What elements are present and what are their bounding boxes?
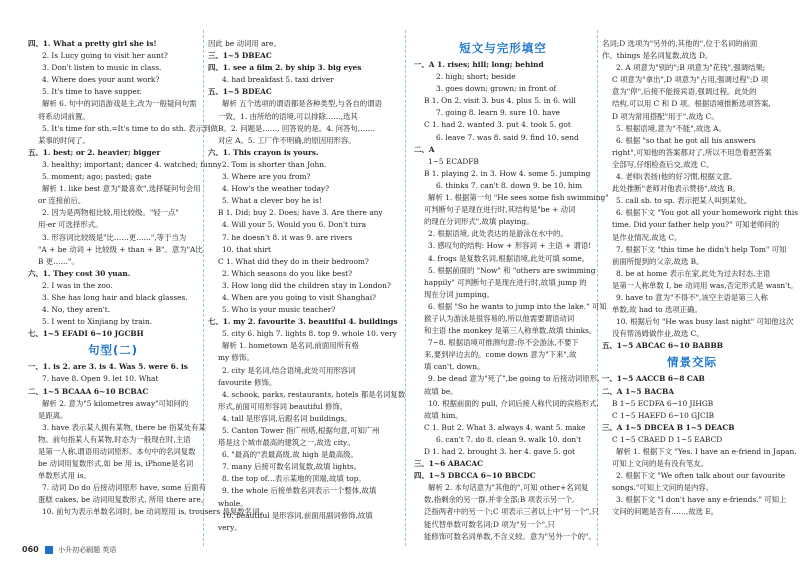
answer-line: C 1~5 HAEFD 6~10 GJCIB — [612, 410, 715, 420]
answer-line: 数,指剩余的另一群,并非全部;B 项表示另一个, — [424, 495, 575, 505]
answer-line: 4. 老师(表扬)他的好习惯,根据文意, — [616, 172, 732, 182]
answer-line: 解析 2. 意为"5 kilometres away"可知问的 — [42, 398, 189, 408]
answer-line: 是第一人称,谓语用动词原形。本句中的名词复数 — [38, 447, 196, 456]
answer-line: 七、1~5 EFADI 6~10 JGCBH — [28, 329, 144, 339]
answer-line: 8. the top of…表示某地的顶端,故填 top。 — [222, 474, 366, 484]
answer-line: 6. leave 7. was 8. said 9. find 10. send — [436, 132, 579, 142]
answer-line: 一致。1. 由所给的语境,可以排除……,选其 — [218, 111, 358, 121]
section-heading: 短文与完形填空 — [459, 41, 547, 55]
answer-line: 2. A 项意为"别的";B 项意为"花钱",强调结果; — [616, 63, 766, 73]
answer-line: 三、A 1~5 DBCEA B 1~5 DEACB — [602, 422, 735, 432]
answer-line: 10. 根据后句 "He was busy last night" 可知他这次 — [616, 317, 794, 327]
answer-line: 四、1. What a pretty girl she is! — [28, 39, 157, 48]
answer-line: 4. tall 是形容词,后跟名词 buildings。 — [222, 413, 352, 423]
answer-line: 6. "最高的"表最高级,故 high 是最高级。 — [222, 450, 358, 460]
column-divider-3 — [597, 30, 598, 546]
answer-line: 3. 形容词比较级是"比……更……",等于当为 — [42, 232, 187, 242]
answer-line: 四、1~5 DBCCA 6~10 BBCDC — [414, 471, 536, 481]
answer-line: 五、1~5 ABCAC 6~10 BABBB — [602, 341, 723, 351]
answer-line: 三、1~5 DBEAC — [208, 51, 272, 61]
answer-line: 6. 根据 "so that he got all his answers — [616, 135, 756, 145]
answer-line: 5. It's time for sth.=It's time to do sth. 表示到做 — [42, 123, 218, 133]
answer-line: 和主语 the monkey 是第三人称单数,故填 thinks。 — [424, 326, 597, 336]
answer-line: 蛋糕 cakes, be 动词用复数形式, 所用 there are。 — [38, 495, 209, 505]
answer-line: 3. She has long hair and black glasses. — [42, 292, 188, 302]
answer-line: 文问的问题是否有……,故选 E。 — [612, 507, 719, 517]
answer-line: 单数形式用 is。 — [38, 471, 91, 481]
answer-line: 3. Where are you from? — [222, 172, 311, 182]
answer-line: 结构,可以用 C 和 D 项。根据语境推断选项答案, — [612, 99, 771, 109]
answer-line: 对应 A。5. 工厂作不明确,的原因用形容。 — [218, 135, 356, 145]
answer-line: 此处推断"老师对他表示赞扬",故选 B。 — [612, 184, 740, 194]
answer-line: 将系动词前置。 — [38, 111, 90, 121]
answer-line: 作。things 是名词复数,故选 D。 — [602, 51, 713, 61]
answer-line: time. Did your father help you?" 可知老师问的 — [612, 220, 780, 230]
answer-line: 7. going 8. learn 9. sure 10. have — [436, 108, 560, 118]
answer-line: 10. 根据前面的 pull, 介词后接人称代词的宾格形式, — [428, 398, 599, 408]
answer-line: 2. I was in the zoo. — [42, 280, 113, 290]
answer-line: 填 can't, down。 — [424, 362, 485, 372]
answer-line: very。 — [218, 522, 242, 532]
answer-line: 10. that shirt — [222, 244, 271, 254]
answer-line: 一、1. is 2. are 3. is 4. Was 5. were 6. is — [28, 362, 188, 372]
answer-line: 2. Which seasons do you like best? — [222, 268, 353, 278]
answer-line: 10. 前句为表示单数名词时, be 动词原用 is, trousers 是复数名词, — [42, 507, 262, 517]
answer-line: D 项为常用搭配"用于",故选 C。 — [612, 111, 719, 121]
answer-line: 5. call sb. to sp. 表示把某人叫到某处。 — [616, 196, 752, 206]
answer-line: 六、1. They cost 30 yuan. — [28, 268, 131, 278]
answer-line: 七、1. my 2. favourite 3. beautiful 4. buildings — [208, 317, 398, 327]
answer-line: 解析 五个选项的谓语都是各种类型,与各自的谓语 — [222, 99, 382, 109]
column-divider-1 — [203, 30, 204, 546]
answer-line: 2. 根据下文 "We often talk about our favourite — [616, 471, 786, 481]
answer-line: right",可知他的答案都对了,所以不用急着把答案 — [612, 147, 772, 157]
page-number: 060 — [22, 545, 39, 554]
answer-line: 解析 1. like best 意为"最喜欢",选择疑问句会用 — [42, 184, 201, 194]
answer-line: 二、1~5 BCAAA 6~10 BCBAC — [28, 386, 149, 396]
answer-line: 5. Who is your music teacher? — [222, 305, 336, 315]
answer-column-2 — [208, 38, 406, 534]
answer-line: 物。前句指某人有某物,时态为一般现在时,主语 — [38, 434, 191, 444]
answer-line: 6. can't 7. do 8. clean 9. walk 10. don't — [436, 434, 582, 444]
answer-line: 5. moment; ago; pasted; gate — [42, 172, 152, 182]
answer-line: 2. Is Lucy going to visit her aunt? — [42, 51, 168, 61]
answer-line: C 1. But 2. What 3. always 4. want 5. make — [424, 422, 586, 432]
answer-line: 10. beautiful 是形容词,前面用副词修饰,故填 — [222, 510, 373, 520]
answer-line: 二、A 1~5 BACBA — [602, 386, 674, 396]
answer-line: favourite 修饰。 — [218, 377, 277, 387]
answer-line: 3. 感叹句的结构: How + 形容词 + 主语 + 谓语! — [428, 241, 592, 251]
answer-line: 7. have 8. Open 9. let 10. What — [42, 374, 159, 384]
answer-column-4 — [602, 38, 799, 519]
answer-line: 5. What a clever boy he is! — [222, 196, 322, 206]
answer-line: 解析 6. 句中的词语游戏是主,改为一般疑问句需 — [42, 99, 197, 109]
footer-mark-icon — [45, 546, 53, 554]
answer-line: 4. frogs 是复数名词,根据语境,此处可填 some。 — [428, 253, 590, 263]
answer-line: 能修饰可数名词单数,不含义较。意为"另外一个的"。 — [424, 531, 596, 541]
answer-line: 4. How's the weather today? — [222, 184, 330, 194]
answer-line: B 1. playing 2. in 3. How 4. some 5. jumping — [424, 168, 591, 178]
answer-line: songs."可知上文问的是内容。 — [612, 483, 714, 493]
answer-line: 二、A — [414, 144, 435, 154]
answer-line: 7. many 后接可数名词复数,故填 lights。 — [222, 462, 362, 472]
answer-line: 三、1~6 ABACAC — [414, 459, 484, 469]
answer-line: happily" 可判断句子是现在进行时,故填 jump 的 — [424, 277, 587, 287]
answer-line: 4. When are you going to visit Shanghai? — [222, 292, 377, 302]
answer-line: D 1. had 2. brought 3. her 4. gave 5. got — [424, 447, 576, 456]
answer-line: C 1. had 2. wanted 3. put 4. took 5. got — [424, 120, 571, 130]
page-footer — [22, 545, 116, 555]
answer-line: 六、1. This crayon is yours. — [208, 147, 319, 157]
answer-line: 5. Canton Tower 指广州塔,根据句意,可知广州 — [222, 426, 380, 435]
answer-line: or 连接前后。 — [38, 196, 86, 206]
answer-line: B 1. Did; buy 2. Does; have 3. Are there any — [218, 208, 383, 218]
answer-line: 7. 动词 Do do 后接动词原形 have, some 后面有 — [42, 483, 207, 493]
answer-line: 3. Don't listen to music in class. — [42, 63, 162, 73]
answer-line: 某事的时间了。 — [38, 135, 90, 145]
answer-line: 解析 1. 根据第一句 "He sees some fish swimming" — [428, 193, 609, 203]
answer-line: 名词;D 选项为"另外的,其他的",位于名词的前面 — [602, 39, 758, 48]
answer-line: 9. the whole 后接单数名词表示一个整体,故填 — [222, 486, 377, 496]
answer-line: 4. schook, parks, restaurants, hotels 都是名词复数 — [222, 389, 406, 399]
answer-column-3 — [414, 38, 609, 543]
answer-line: 解析 2. 本句话意为"其他的",可知 other+名词复 — [428, 483, 589, 493]
answer-line: 2. Tom is shorter than John. — [222, 159, 327, 169]
answer-line: 4. No, they aren't. — [42, 305, 111, 315]
answer-line: be 动词用复数形式,如 be 用 is, iPhone是名词 — [38, 459, 194, 469]
answer-line: 3. How long did the children stay in London? — [222, 280, 391, 290]
answer-line: 一、1~5 AACCB 6~8 CAB — [602, 374, 705, 384]
answer-line: 7~8. 根据语境可推测句意:你不会游泳,不要下 — [428, 338, 579, 348]
answer-line: 是距离。 — [38, 410, 68, 420]
answer-line: 6. 根据 "So he wants to jump into the lake." 可知 — [428, 301, 607, 311]
answer-line: 3. 根据下文 "I don't have any e-friends." 可知上 — [616, 495, 787, 505]
column-divider-2 — [405, 30, 406, 546]
answer-line: 单数,故 had to 选项正确。 — [612, 305, 702, 315]
answer-line: 5. city 6. high 7. lights 8. top 9. whole 10. very — [222, 329, 397, 339]
answer-line: 2. city 是名词,结合语境,此处可用形容词 — [222, 365, 356, 375]
answer-line: 是作业情况,故选 C。 — [612, 232, 682, 242]
answer-line: C 1. What did they do in their bedroom? — [218, 256, 369, 266]
answer-line: whole。 — [218, 498, 248, 508]
answer-line: 可判断句子是现在进行时,其结构是"be + 动词 — [424, 205, 576, 215]
answer-line: 来,要到岸边去的。come down 意为"下来",故 — [424, 350, 577, 360]
answer-line: 没有帮汤姆做作业,故选 C。 — [612, 329, 704, 339]
answer-line: 能代替单数可数名词;D 项为"另一个",只 — [424, 519, 555, 529]
answer-line: 塔是这个城市最高的建筑之一,故选 city。 — [218, 438, 355, 448]
answer-line: 解析 1. 根据下文 "Yes. I have an e-friend in Japan. — [616, 447, 797, 456]
answer-line: 9. have to 意为"不得不",该空主语是第三人称 — [616, 292, 768, 302]
answer-line: 2. high; short; beside — [436, 72, 516, 82]
answer-line: 故填 him。 — [424, 410, 463, 420]
answer-line: 5. 根据前面的 "Now" 和 "others are swimming — [428, 265, 596, 275]
answer-line: 的现在分词形式",故填 playing。 — [424, 217, 534, 227]
answer-line: C 1~5 CBAED D 1~5 EABCD — [612, 434, 723, 444]
answer-line: 6. 根据下文 "You got all your homework right this — [616, 208, 799, 218]
answer-line: 五、1. best; or 2. heavier; bigger — [28, 147, 161, 157]
answer-line: 前面所提到的父亲,故选 B。 — [612, 256, 704, 266]
answer-line: 是第一人称单数 I, be 动词用 was,否定形式是 wasn't。 — [612, 280, 798, 290]
answer-line: 2. 因为是两物相比较,用比较级。"轻一点" — [42, 208, 179, 218]
answer-line: 全部写,仔细检查后交,故选 C。 — [612, 159, 714, 169]
answer-line: 1~5 ECADFB — [428, 156, 479, 166]
answer-line: 7. he doesn't 8. it was 9. are rivers — [222, 232, 353, 242]
answer-line: 因此 be 动词用 are。 — [208, 39, 281, 48]
answer-line: 2. 根据语境, 此处表达的是游泳在水中的。 — [428, 229, 568, 239]
answer-line: 形式,前面可用形容词 beautiful 修饰。 — [218, 401, 348, 411]
answer-line: 3. healthy; important; dancer 4. watched; funny — [42, 159, 222, 169]
answer-line: "A + be 动词 + 比较级 + than + B"。意为"A比 — [38, 244, 203, 254]
answer-line: 五、1~5 BDEAC — [208, 87, 272, 97]
answer-line: 6. thinks 7. can't 8. down 9. be 10. him — [436, 180, 583, 190]
section-heading: 句型(二) — [87, 343, 138, 358]
answer-line: 现在分词 jumping。 — [424, 289, 494, 299]
answer-line: B 更……"。 — [38, 256, 79, 266]
answer-line: 3. have 表示某人拥有某物, there be 指某处有某 — [42, 422, 207, 432]
answer-line: 可知上文问的是有没有笔友。 — [612, 459, 709, 469]
answer-line: 用-er 可选择形式。 — [38, 220, 103, 230]
answer-line: 4. Where does your aunt work? — [42, 75, 160, 85]
answer-line: 意为"停",后接不能接宾语,强调过程。此处的 — [612, 87, 757, 97]
answer-line: 5. I went to Xinjiang by train. — [42, 317, 153, 327]
answer-line: 一、A 1. rises; hill; long; behind — [414, 60, 544, 69]
answer-line: 猴子认为游泳是很容易的,所以他需要谓语动词 — [424, 313, 575, 323]
answer-line: B。2. 问题是……, 回答说的是。4. 问答句,…… — [218, 123, 375, 133]
answer-line: 解析 1. hometown 是名词,前面用所有格 — [222, 341, 359, 351]
answer-line: 7. 根据下文 "this time he didn't help Tom" 可知 — [616, 244, 787, 254]
answer-line: 故填 be。 — [424, 386, 458, 396]
answer-line: 4. had breakfast 5. taxi driver — [222, 75, 334, 85]
answer-line: 8. be at home 表示在家,此处为过去时态,主语 — [616, 268, 771, 278]
section-heading: 情景交际 — [667, 355, 717, 370]
answer-line: 5. It's time to have supper. — [42, 87, 142, 97]
answer-line: 9. be dead 意为"死了",be going to 后接动词原形, — [428, 374, 600, 384]
answer-line: my 修饰。 — [218, 353, 254, 363]
answer-line: 泛指两者中的另一个;C 项表示三者以上中"另一个",只 — [424, 507, 599, 517]
answer-line: B 1~5 ECDFA 6~10 JIHGB — [612, 398, 714, 408]
answer-line: C 项意为"拿出",D 项意为"占用,强调过程";D 项 — [612, 75, 769, 85]
answer-line: 5. 根据语境,意为"不能",故选 A。 — [616, 123, 726, 133]
answer-line: 3. goes down; grown; in front of — [436, 84, 557, 94]
answer-line: B 1. On 2. visit 3. bus 4. plus 5. in 6. will — [424, 96, 576, 106]
book-title: 小升初必刷题 英语 — [58, 546, 117, 554]
answer-line: 4. Will your 5. Would you 6. Don't tura — [222, 220, 367, 230]
answer-line: 四、1. see a film 2. by ship 3. big eyes — [208, 63, 362, 73]
